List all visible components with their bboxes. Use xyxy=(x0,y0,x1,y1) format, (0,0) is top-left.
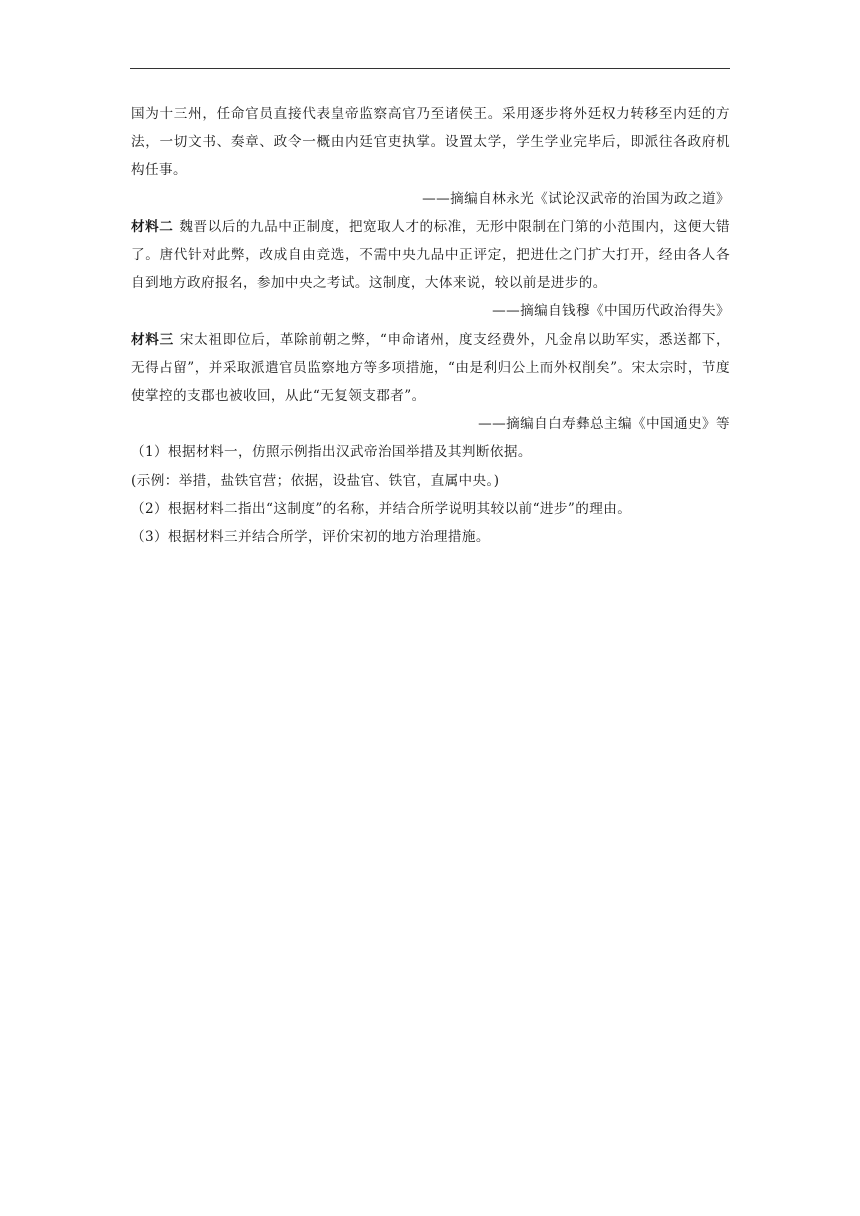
material-three-label: 材料三 xyxy=(131,331,174,348)
question-1-example: (示例：举措，盐铁官营；依据，设盐官、铁官，直属中央。) xyxy=(131,472,500,489)
material-two xyxy=(131,213,730,298)
material-three-source: ——摘编自白寿彝总主编《中国通史》等 xyxy=(478,416,730,433)
material-two-source: ——摘编自钱穆《中国历代政治得失》 xyxy=(492,303,730,320)
question-1: （1）根据材料一，仿照示例指出汉武帝治国举措及其判断依据。 xyxy=(131,444,532,461)
material-one-source: ——摘编自林永光《试论汉武帝的治国为政之道》 xyxy=(422,190,730,207)
material-one-text: 国为十三州，任命官员直接代表皇帝监察高官乃至诸侯王。采用逐步将外廷权力转移至内廷的方法，一切文书、奏章、政令一概由内廷官吏执掌。设置太学，学生学业完毕后，即派往各政府机构任事。 xyxy=(131,106,730,179)
material-three xyxy=(131,326,730,411)
header-rule xyxy=(130,68,730,69)
question-2: （2）根据材料二指出“这制度”的名称，并结合所学说明其较以前“进步”的理由。 xyxy=(131,500,632,517)
document-body xyxy=(131,100,730,551)
material-two-label: 材料二 xyxy=(131,218,174,235)
question-3: （3）根据材料三并结合所学，评价宋初的地方治理措施。 xyxy=(131,529,490,546)
material-three-text: 宋太祖即位后，革除前朝之弊，“申命诸州，度支经费外，凡金帛以助军实，悉送都下，无得占留”，并采取派遣官员监察地方等多项措施，“由是利归公上而外权削矣”。宋太宗时，节度使掌控的支郡也被收回，从此“无复领支郡者”。 xyxy=(131,331,731,405)
material-two-text: 魏晋以后的九品中正制度，把宽取人才的标准，无形中限制在门第的小范围内，这便大错了。唐代针对此弊，改成自由竞选，不需中央九品中正评定，把进仕之门扩大打开，经由各人各自到地方政府报名，参加中央之考试。这制度，大体来说，较以前是进步的。 xyxy=(131,218,730,292)
